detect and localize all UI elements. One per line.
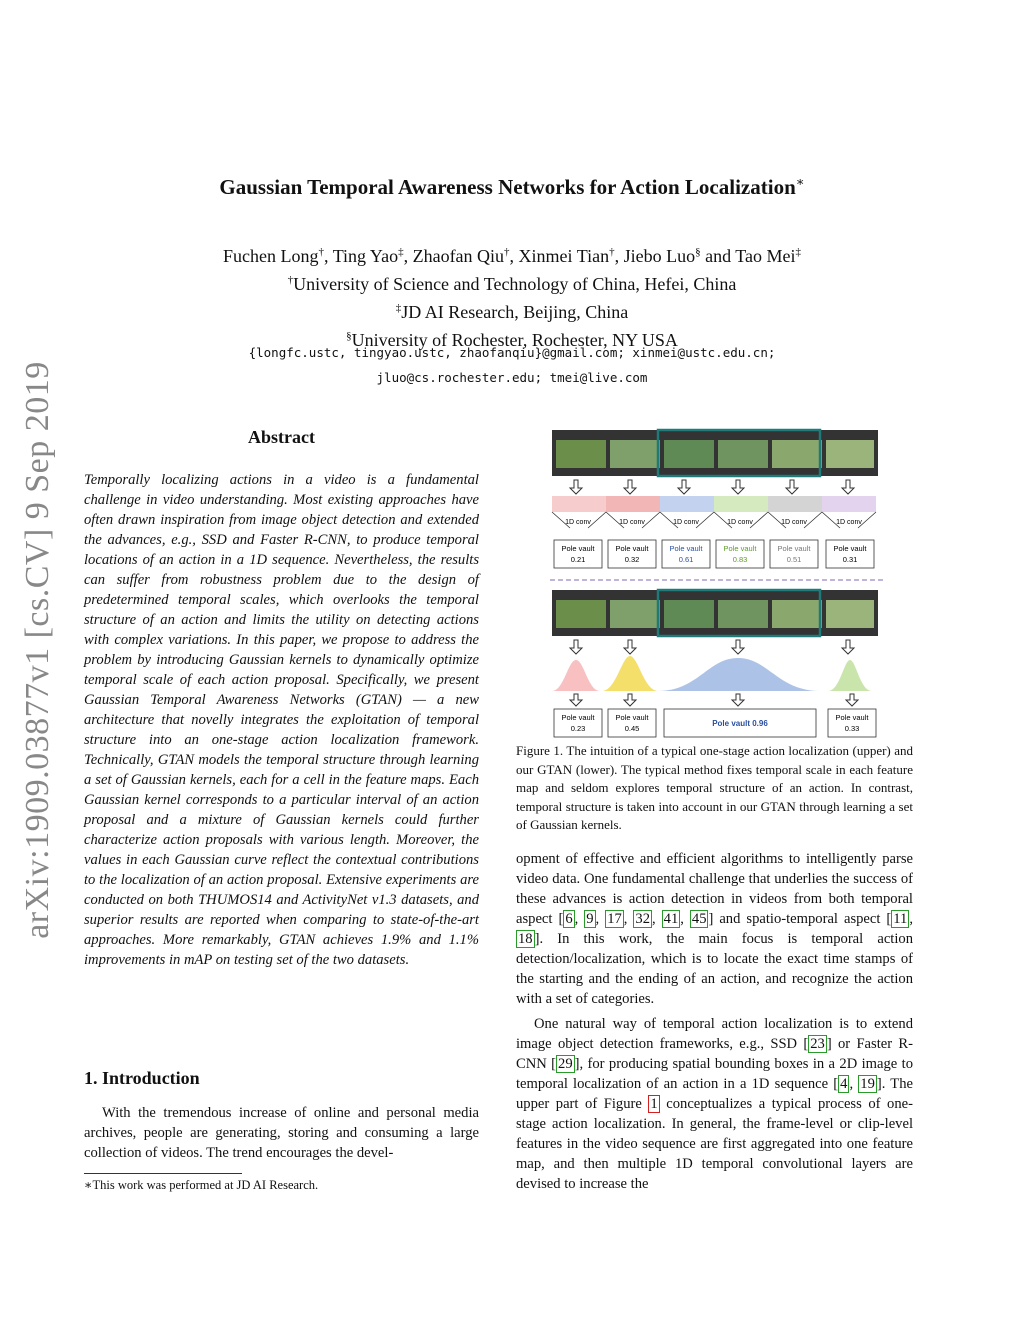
citation-link[interactable]: 6 bbox=[565, 911, 573, 927]
score-label: Pole vault 0.96 bbox=[712, 719, 768, 728]
abstract-heading: Abstract bbox=[248, 427, 315, 447]
feature-cell bbox=[606, 496, 660, 512]
paper-title: Gaussian Temporal Awareness Networks for Action Localization∗ bbox=[219, 174, 805, 199]
conv-label: 1D conv bbox=[673, 519, 699, 526]
upper-score-boxes bbox=[554, 540, 874, 568]
score-label: Pole vault bbox=[561, 713, 595, 722]
score-value: 0.61 bbox=[678, 555, 694, 564]
score-value: 0.31 bbox=[842, 555, 858, 564]
conv-label: 1D conv bbox=[727, 519, 753, 526]
score-label: Pole vault bbox=[615, 544, 649, 553]
citation-link[interactable]: 29 bbox=[558, 1056, 573, 1072]
citation-link[interactable]: 11 bbox=[893, 911, 908, 927]
author-list: Fuchen Long†, Ting Yao‡, Zhaofan Qiu†, Xinmei Tian†, Jiebo Luo§ and Tao Mei‡ bbox=[223, 246, 801, 266]
down-arrow bbox=[678, 480, 690, 494]
lower-filmstrip bbox=[552, 590, 878, 636]
citation-link[interactable]: 45 bbox=[691, 911, 707, 927]
gaussian-curve bbox=[828, 660, 872, 691]
citation-link[interactable]: 23 bbox=[810, 1036, 825, 1052]
body-paragraph: One natural way of temporal action localization is to extend image object detection frameworks, e.g., SSD [ 23 ] or Faster R-CNN [ 29 ], for producing spatial bounding boxes in a 2D image to temporal localization of an action in a 1D sequence [ 4 , 19 ]. The upper part of Figure 1 conceptualizes a typical process of one-stage action localization. In general, the frame-level or clip-level features in the video sequence are first aggregated into one feature map, and then multiple 1D temporal convolutional layers are devised to increase the bbox=[516, 1016, 913, 1192]
video-frame bbox=[664, 600, 714, 628]
down-arrow bbox=[732, 694, 744, 706]
down-arrow bbox=[570, 694, 582, 706]
introduction-paragraph: With the tremendous increase of online and personal media archives, people are generating, storing and consuming a large collection of videos. The trend encourages the devel- bbox=[84, 1105, 479, 1161]
video-frame bbox=[826, 440, 874, 468]
feature-cell bbox=[714, 496, 768, 512]
conv-label: 1D conv bbox=[565, 519, 591, 526]
score-label: Pole vault bbox=[615, 713, 649, 722]
author-block bbox=[0, 240, 1024, 352]
citation-link[interactable]: 4 bbox=[840, 1076, 848, 1092]
body-paragraph: opment of effective and efficient algorithms to intelligently parse video data. One fundamental challenge that underlies the success of these advances is action detection in videos from both temporal aspect [ 6 , 9 , 17 , 32 , 41 , 45 ] and spatio-temporal aspect [ 11 , 18 ]. In this work, the main focus is temporal action detection/localization, which is to locate the exact time stamps of the starting and the ending of an action, and recognize the action with a set of categories. bbox=[516, 851, 914, 1007]
figure-1 bbox=[548, 426, 884, 741]
feature-cell bbox=[768, 496, 822, 512]
down-arrow bbox=[624, 694, 636, 706]
down-arrow bbox=[842, 480, 854, 494]
gaussian-curve bbox=[658, 658, 820, 691]
score-value: 0.51 bbox=[786, 555, 802, 564]
feature-cell bbox=[660, 496, 714, 512]
down-arrow bbox=[570, 640, 582, 654]
down-arrow bbox=[624, 480, 636, 494]
affiliation: §University of Rochester, Rochester, NY USA bbox=[346, 330, 678, 350]
lower-arrows-2 bbox=[570, 694, 858, 706]
lower-arrows bbox=[570, 640, 854, 654]
upper-filmstrip bbox=[552, 430, 878, 476]
down-arrow bbox=[786, 480, 798, 494]
affiliation: †University of Science and Technology of China, Hefei, China bbox=[287, 274, 737, 294]
video-frame bbox=[718, 440, 768, 468]
video-frame bbox=[772, 440, 822, 468]
video-frame bbox=[772, 600, 822, 628]
score-label: Pole vault bbox=[561, 544, 595, 553]
abstract-text: Temporally localizing actions in a video is a fundamental challenge in video understanding. Most existing approaches have often drawn inspiration from image object detection and extended the advances, e.g., SSD and Faster R-CNN, to produce temporal locations of an action in a 1D sequence. Nevertheless, the results can suffer from robustness problem due to the design of predetermined temporal scales, which overlooks the temporal structure of an action and limits the utility on detecting actions with complex variations. In this paper, we propose to address the problem by introducing Gaussian kernels to dynamically optimize temporal scale of each action proposal. Specifically, we present Gaussian Temporal Awareness Networks (GTAN) — a new architecture that novelly integrates the exploitation of temporal structure into an one-stage action localization framework. Technically, GTAN models the temporal structure through learning a set of Gaussian kernels, each for a cell in the feature maps. Each Gaussian kernel corresponds to a particular interval of an action proposal and a mixture of Gaussian kernels could further characterize action proposals with various length. Moreover, the values in each Gaussian curve reflect the contextual contributions to the localization of an action proposal. Extensive experiments are conducted on both THUMOS14 and ActivityNet v1.3 datasets, and superior results are reported when comparing to state-of-the-art approaches. More remarkably, GTAN achieves 1.9% and 1.1% improvements in mAP on testing set of the two datasets. bbox=[84, 472, 479, 968]
arxiv-stamp: arXiv:1909.03877v1 [cs.CV] 9 Sep 2019 bbox=[19, 361, 56, 939]
score-label: Pole vault bbox=[777, 544, 811, 553]
footnote: ∗This work was performed at JD AI Research. bbox=[84, 1178, 319, 1192]
citation-link[interactable]: 32 bbox=[635, 911, 651, 927]
gaussian-curve bbox=[552, 660, 600, 691]
down-arrow bbox=[570, 480, 582, 494]
video-frame bbox=[556, 600, 606, 628]
feature-cell bbox=[552, 496, 606, 512]
down-arrow bbox=[846, 694, 858, 706]
video-frame bbox=[610, 440, 660, 468]
score-value: 0.45 bbox=[624, 724, 640, 733]
down-arrow bbox=[624, 640, 636, 654]
score-label: Pole vault bbox=[723, 544, 757, 553]
video-frame bbox=[610, 600, 660, 628]
score-value: 0.21 bbox=[570, 555, 586, 564]
conv-bar bbox=[552, 496, 876, 528]
down-arrow bbox=[732, 640, 744, 654]
citation-link[interactable]: 19 bbox=[860, 1076, 875, 1092]
score-label: Pole vault bbox=[669, 544, 703, 553]
citation-link[interactable]: 18 bbox=[518, 931, 533, 947]
score-label: Pole vault bbox=[833, 544, 867, 553]
citation-link[interactable]: 9 bbox=[586, 911, 594, 927]
video-frame bbox=[556, 440, 606, 468]
gaussian-curve bbox=[602, 656, 658, 691]
conv-label: 1D conv bbox=[619, 519, 645, 526]
score-value: 0.83 bbox=[732, 555, 748, 564]
score-value: 0.32 bbox=[624, 555, 640, 564]
score-value: 0.33 bbox=[844, 724, 860, 733]
lower-score-boxes bbox=[554, 709, 876, 737]
score-value: 0.23 bbox=[570, 724, 586, 733]
figure-caption: Figure 1. The intuition of a typical one-stage action localization (upper) and our GTAN (lower). The typical method fixes temporal scale in each feature map and seldom explores temporal structure of an action. In contrast, temporal structure is taken into account in our GTAN through learning a set of Gaussian kernels. bbox=[516, 743, 913, 832]
introduction-heading: 1. Introduction bbox=[84, 1068, 200, 1088]
conv-label: 1D conv bbox=[836, 519, 862, 526]
gaussian-curves bbox=[552, 656, 872, 691]
figure-link[interactable]: 1 bbox=[650, 1096, 658, 1112]
video-frame bbox=[718, 600, 768, 628]
upper-arrows bbox=[570, 480, 854, 494]
citation-link[interactable]: 41 bbox=[663, 911, 679, 927]
down-arrow bbox=[732, 480, 744, 494]
affiliation: ‡JD AI Research, Beijing, China bbox=[395, 302, 629, 322]
footnote-rule bbox=[84, 1173, 242, 1174]
score-label: Pole vault bbox=[835, 713, 869, 722]
citation-link[interactable]: 17 bbox=[607, 911, 622, 927]
down-arrow bbox=[842, 640, 854, 654]
email-block: {longfc.ustc, tingyao.ustc, zhaofanqiu}@gmail.com; xinmei@ustc.edu.cn; jluo@cs.rochester.edu; tmei@live.com bbox=[248, 345, 776, 385]
video-frame bbox=[664, 440, 714, 468]
feature-cell bbox=[822, 496, 876, 512]
conv-label: 1D conv bbox=[781, 519, 807, 526]
video-frame bbox=[826, 600, 874, 628]
